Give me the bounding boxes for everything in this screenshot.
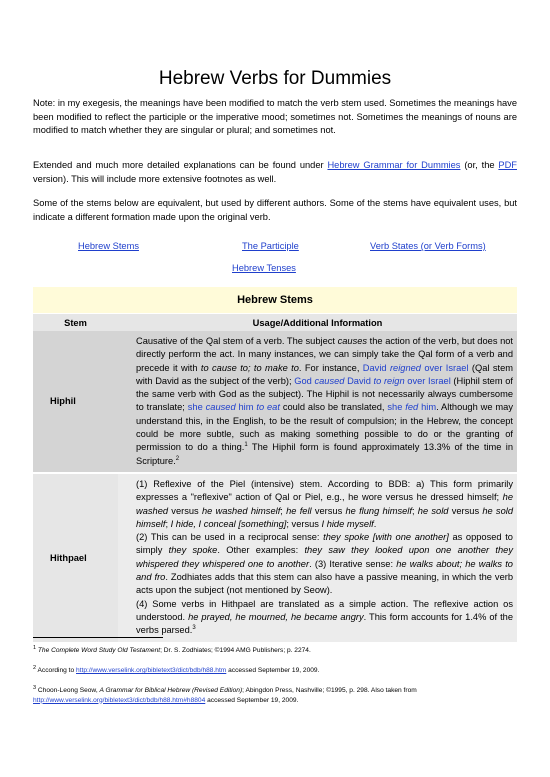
extended-text-after: version). This will include more extensive footnotes as well. <box>33 173 277 184</box>
footnote-2: $^2$ According to http://www.verselink.org/bibletext3/dict/bdb/h88.htm accessed September 19, 2009. <box>33 664 320 674</box>
table-heading: Hebrew Stems <box>33 287 517 314</box>
footnote-3-link[interactable]: http://www.verselink.org/bibletext3/dict/bdb/h88.htm#h8804 <box>33 696 206 704</box>
stem-name-hithpael: Hithpael <box>33 474 118 642</box>
pdf-link[interactable]: PDF <box>498 160 517 170</box>
column-header-usage: Usage/Additional Information <box>118 314 517 332</box>
intro-stems-equivalent: Some of the stems below are equivalent, but used by different authors. Some of the stems have equivalent uses, but indicate a different formation made upon the original verb. <box>33 198 517 222</box>
usage-hiphil: Causative of the Qal stem of a verb. The subject causes the action of the verb, but does not directly perform the act. In many instances, we can simply take the Qal form of a verb and precede it with to cause to; to make to. For instance, David reigned over Israel (Qal stem with David as the subject of the verb); God caused David to reign over Israel (Hiphil stem of the same verb with God as the subject). The Hiphil is not necessarily always cumbersome to translate; she caused him to eat could also be translated, she fed him. Although we may understand this, in the English, to be the result of compulsion; in the Hebrew, the concept could be more subtle, such as making something possible to do or the granting of permission to do a thing.$^1$ The Hiphil form is found approximately 13.3% of the time in Scripture.$^2$ <box>118 331 517 472</box>
footnote-1: $^1$ The Complete Word Study Old Testament; Dr. S. Zodhiates; ©1994 AMG Publishers; p. 2274. <box>33 644 311 654</box>
footnote-2-link[interactable]: http://www.verselink.org/bibletext3/dict/bdb/h88.htm <box>76 667 227 674</box>
usage-hithpael: (1) Reflexive of the Piel (intensive) stem. According to BDB: a) This form primarily expresses a "reflexive" action of Qal or Piel, e.g., he wore versus he dressed himself; he washed versus he washed himself; he fell versus he flung himself; he sold versus he sold himself; I hide, I conceal [something]; versus I hide myself. (2) This can be used in a reciprocal sense: they spoke [with one another] as opposed to simply they spoke. Other examples: they saw they looked upon one another they whispered they whispered one to another. (3) Iterative sense: he walks about; he walks to and fro. Zodhiates adds that this stem can also have a passive meaning, in which the verb acts upon the subject (not mentioned by Seow). (4) Some verbs in Hithpael are translated as a simple action. The reflexive action os understood. he prayed, he mourned, he became angry. This form accounts for 1.4% of the verbs parsed.$^3$ <box>118 474 517 642</box>
footnote-divider <box>33 637 163 638</box>
hebrew-grammar-link[interactable]: Hebrew Grammar for Dummies <box>327 160 461 170</box>
nav-link-participle[interactable]: The Participle <box>242 241 299 251</box>
intro-extended <box>33 159 517 186</box>
footnote-ref-3[interactable]: 3 <box>192 625 196 632</box>
page-title: Hebrew Verbs for Dummies <box>158 68 392 89</box>
table-row <box>33 331 517 472</box>
hebrew-stems-table <box>33 287 517 642</box>
intro-note: Note: in my exegesis, the meanings have been modified to match the verb stem used. Sometimes the meanings have been modified to reflect the participle or the imperative mood; sometimes not. Sometimes the meanings of nouns are modified to match whether they are singular or plural; and sometimes not. <box>33 98 517 135</box>
stem-name-hiphil: Hiphil <box>33 331 118 472</box>
footnote-ref-1[interactable]: 1 <box>244 442 248 449</box>
column-header-stem: Stem <box>33 314 118 332</box>
extended-text-before: Extended and much more detailed explanations can be found under <box>33 160 328 170</box>
footnote-ref-2[interactable]: 2 <box>175 455 180 462</box>
nav-link-hebrew-tenses[interactable]: Hebrew Tenses <box>232 263 296 273</box>
nav-link-verb-states[interactable]: Verb States (or Verb Forms) <box>370 241 486 251</box>
table-row <box>33 474 517 642</box>
extended-text-mid: (or, the <box>460 160 499 170</box>
footnote-3: $^3$ Choon-Leong Seow, A Grammar for Biblical Hebrew (Revised Edition); Abingdon Press, Nashville; ©1995, p. 298. Also taken from http://www.verselink.org/bibletext3/dict/bdb/h88.htm#h8804 accessed September 19, 2009. <box>33 684 417 704</box>
nav-link-hebrew-stems[interactable]: Hebrew Stems <box>78 241 139 251</box>
